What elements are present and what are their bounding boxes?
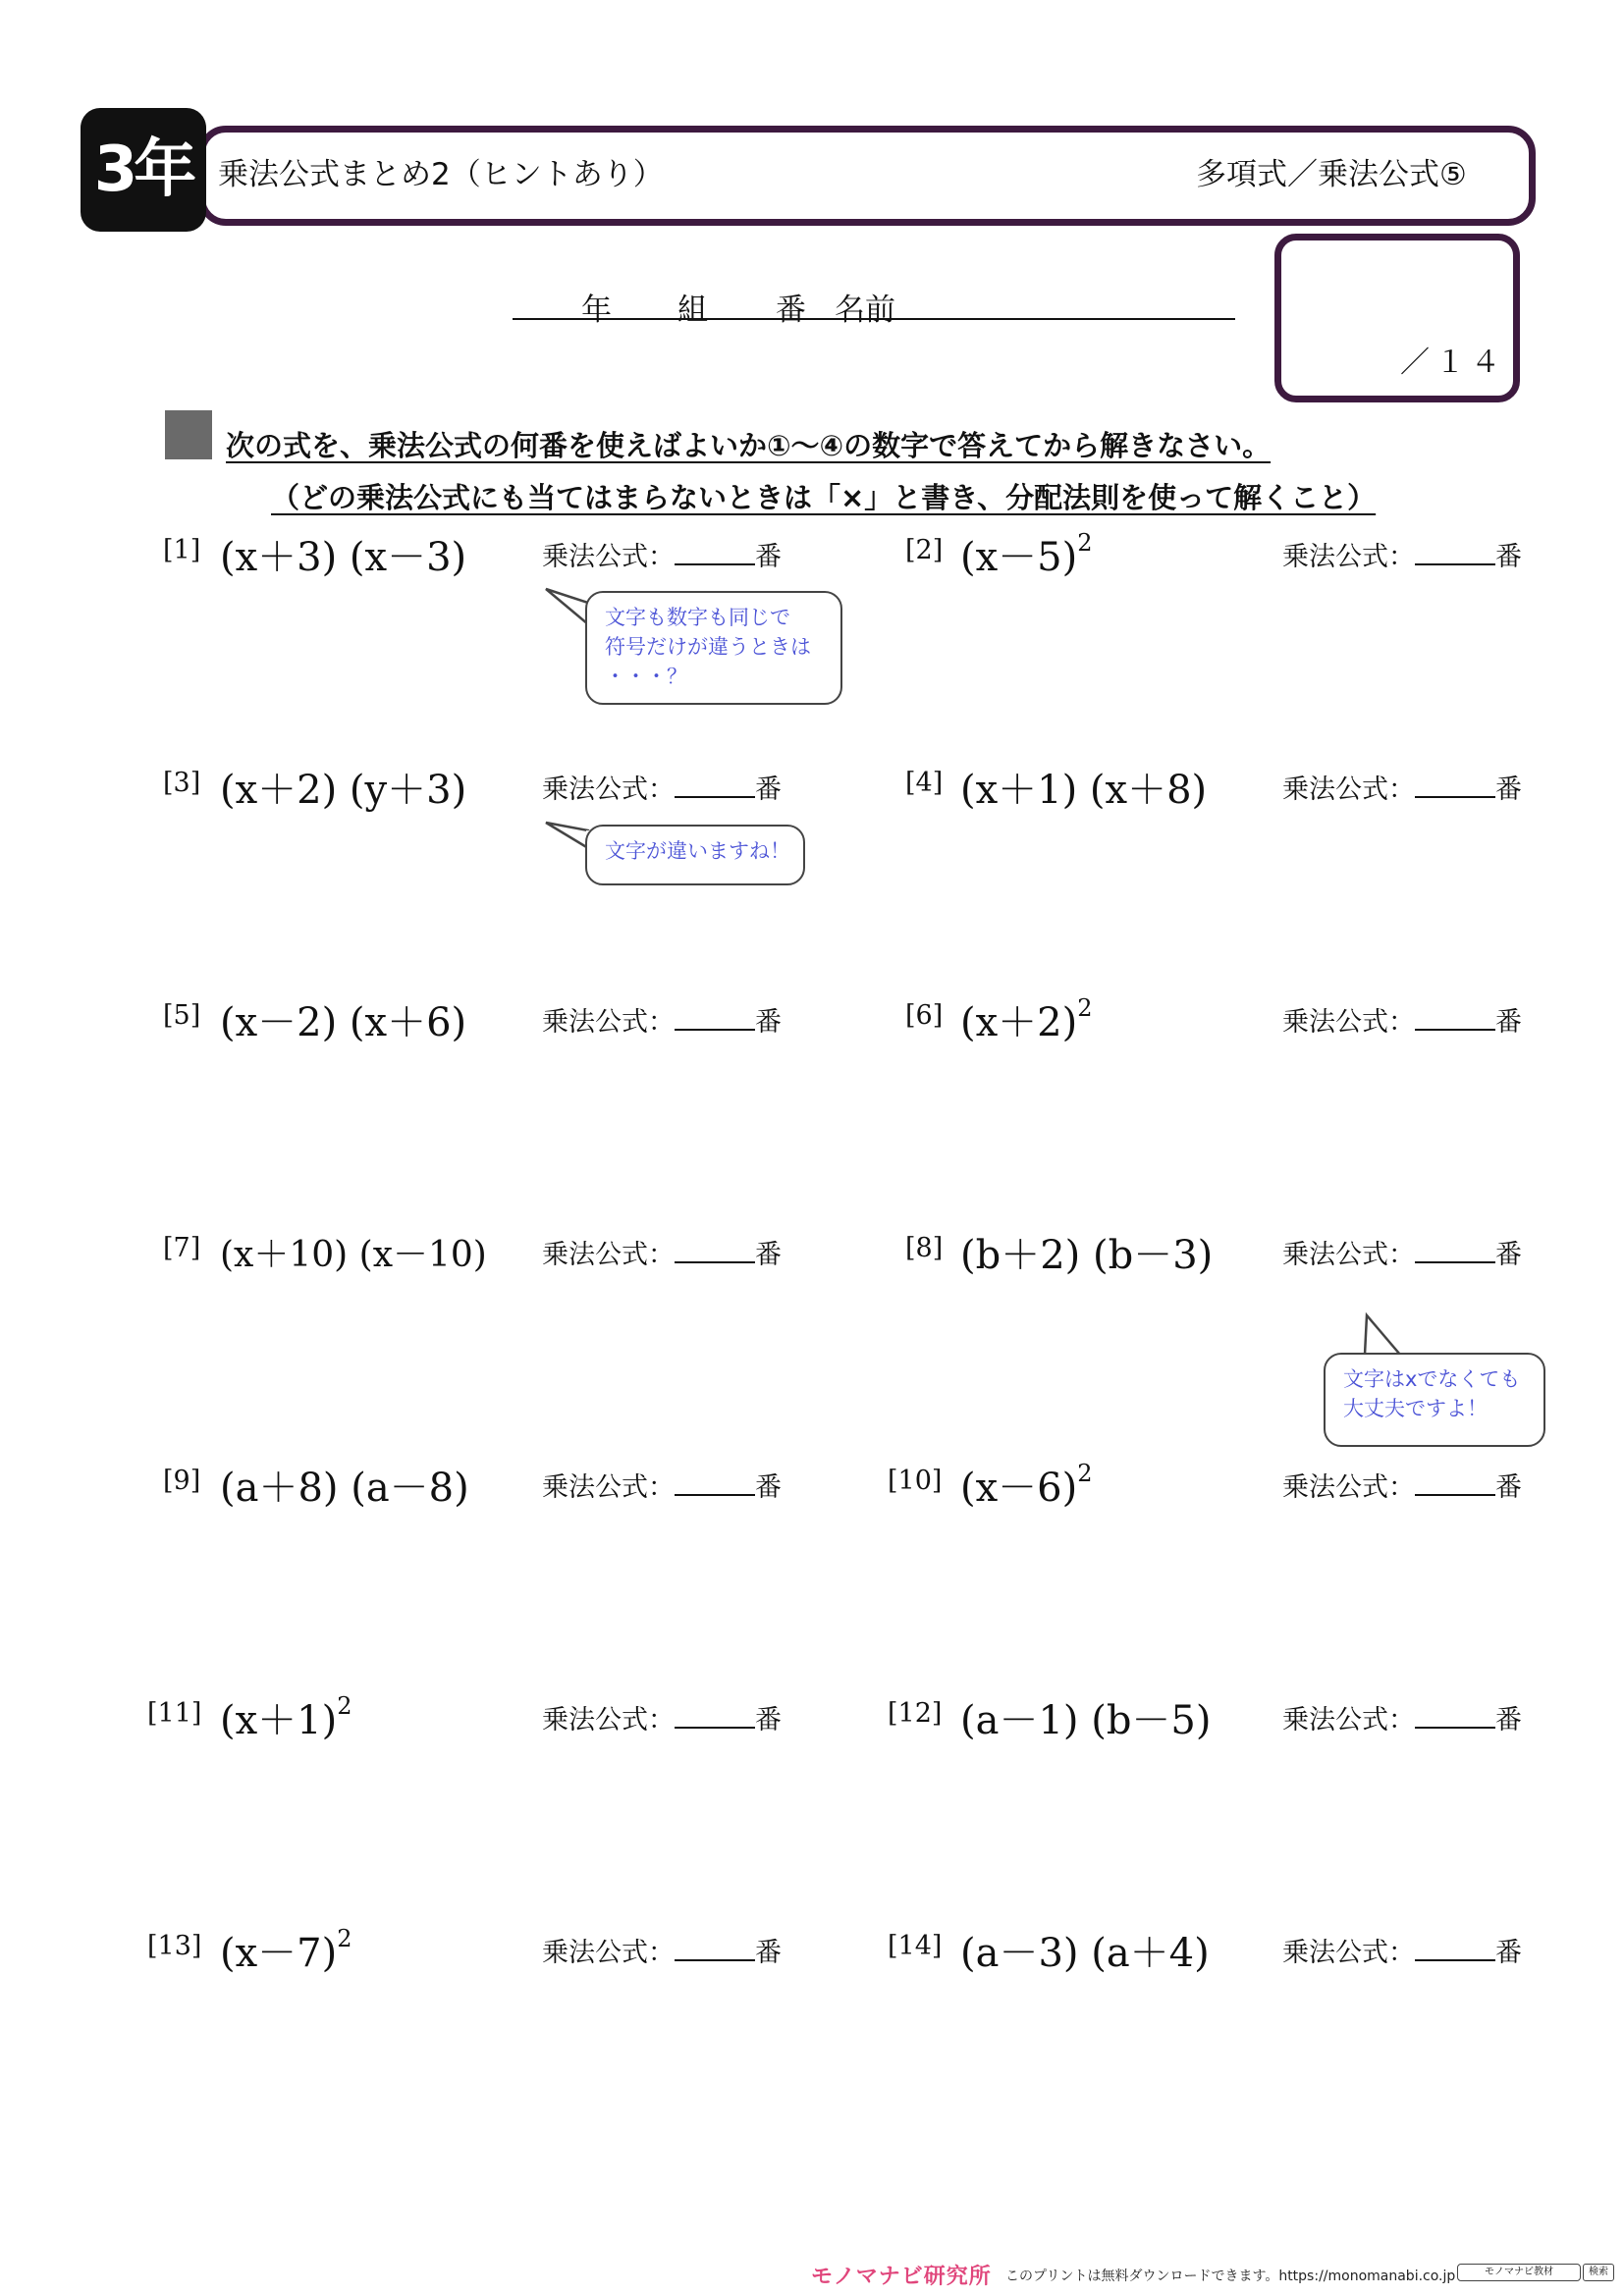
problem-number: [11]	[147, 1698, 202, 1729]
answer-field[interactable]: 乗法公式： 番	[542, 1240, 782, 1270]
problem-expression: $(x+1)^2$	[220, 1691, 352, 1743]
footer-search-button[interactable]: 検索	[1583, 2264, 1614, 2281]
problem-expression: $(x+2)^2$	[960, 993, 1093, 1045]
problem-expression: (a－1) (b－5)	[960, 1698, 1212, 1743]
worksheet-title: 乗法公式まとめ2（ヒントあり）	[218, 157, 664, 192]
answer-field[interactable]: 乗法公式： 番	[542, 1705, 782, 1735]
year-label: 年	[581, 293, 612, 328]
answer-field[interactable]: 乗法公式： 番	[542, 542, 782, 572]
problem-number: [2]	[905, 535, 944, 565]
score-total: ／１４	[1400, 346, 1506, 380]
problem-number: [10]	[888, 1466, 943, 1496]
name-label: 名前	[835, 293, 895, 328]
problem-expression: (x－2) (x＋6)	[220, 1000, 467, 1045]
problem-expression: $(x-6)^2$	[960, 1459, 1093, 1511]
answer-field[interactable]: 乗法公式： 番	[1282, 1007, 1522, 1038]
section-marker	[165, 410, 212, 459]
hint-text: 文字も数字も同じで 符号だけが違うときは ・・・？	[605, 606, 811, 688]
instruction-line-1: 次の式を、乗法公式の何番を使えばよいか①～④の数字で答えてから解きなさい。	[226, 429, 1272, 462]
speech-tail-icon	[542, 819, 591, 858]
answer-field[interactable]: 乗法公式： 番	[542, 1472, 782, 1503]
problem-number: [7]	[163, 1233, 201, 1263]
class-label: 組	[677, 293, 708, 328]
problem-number: [12]	[888, 1698, 943, 1729]
speech-tail-icon	[542, 585, 591, 634]
problem-expression: $(x-5)^2$	[960, 528, 1093, 580]
answer-field[interactable]: 乗法公式： 番	[1282, 1705, 1522, 1735]
problem-number: [3]	[163, 768, 201, 798]
footer-brand-logo[interactable]: モノマナビ研究所	[811, 2265, 992, 2289]
problem-number: [13]	[147, 1931, 202, 1961]
problem-expression: (x＋1) (x＋8)	[960, 768, 1208, 813]
answer-field[interactable]: 乗法公式： 番	[1282, 1240, 1522, 1270]
answer-field[interactable]: 乗法公式： 番	[542, 774, 782, 805]
instruction-line-2: （どの乗法公式にも当てはまらないときは「×」と書き、分配法則を使って解くこと）	[271, 481, 1377, 514]
problem-expression: (x＋10) (x－10)	[220, 1235, 487, 1275]
answer-field[interactable]: 乗法公式： 番	[542, 1938, 782, 1968]
worksheet-category: 多項式／乗法公式⑤	[1196, 157, 1467, 192]
answer-field[interactable]: 乗法公式： 番	[542, 1007, 782, 1038]
hint-text: 文字はxでなくても 大丈夫ですよ！	[1343, 1367, 1521, 1420]
answer-field[interactable]: 乗法公式： 番	[1282, 1938, 1522, 1968]
problem-number: [1]	[163, 535, 201, 565]
problem-number: [5]	[163, 1000, 201, 1031]
grade-badge: 3年	[81, 108, 206, 232]
answer-field[interactable]: 乗法公式： 番	[1282, 774, 1522, 805]
footer-search-box[interactable]: モノマナビ教材	[1457, 2264, 1581, 2281]
problem-expression: (b＋2) (b－3)	[960, 1233, 1214, 1278]
answer-field[interactable]: 乗法公式： 番	[1282, 1472, 1522, 1503]
problem-number: [8]	[905, 1233, 944, 1263]
number-label: 番	[776, 293, 806, 328]
hint-bubble	[1324, 1353, 1545, 1447]
problem-expression: (x＋3) (x－3)	[220, 535, 467, 580]
problem-number: [14]	[888, 1931, 943, 1961]
problem-number: [4]	[905, 768, 944, 798]
problem-expression: (a＋8) (a－8)	[220, 1466, 469, 1511]
problem-number: [9]	[163, 1466, 201, 1496]
answer-field[interactable]: 乗法公式： 番	[1282, 542, 1522, 572]
hint-bubble	[585, 591, 842, 705]
problem-number: [6]	[905, 1000, 944, 1031]
problem-expression: (x＋2) (y＋3)	[220, 768, 467, 813]
hint-text: 文字が違いますね！	[605, 839, 790, 863]
footer-note: このプリントは無料ダウンロードできます。https://monomanabi.co.jp	[1005, 2269, 1456, 2284]
problem-expression: (a－3) (a＋4)	[960, 1931, 1210, 1976]
problem-expression: $(x-7)^2$	[220, 1924, 352, 1976]
hint-bubble	[585, 825, 805, 885]
